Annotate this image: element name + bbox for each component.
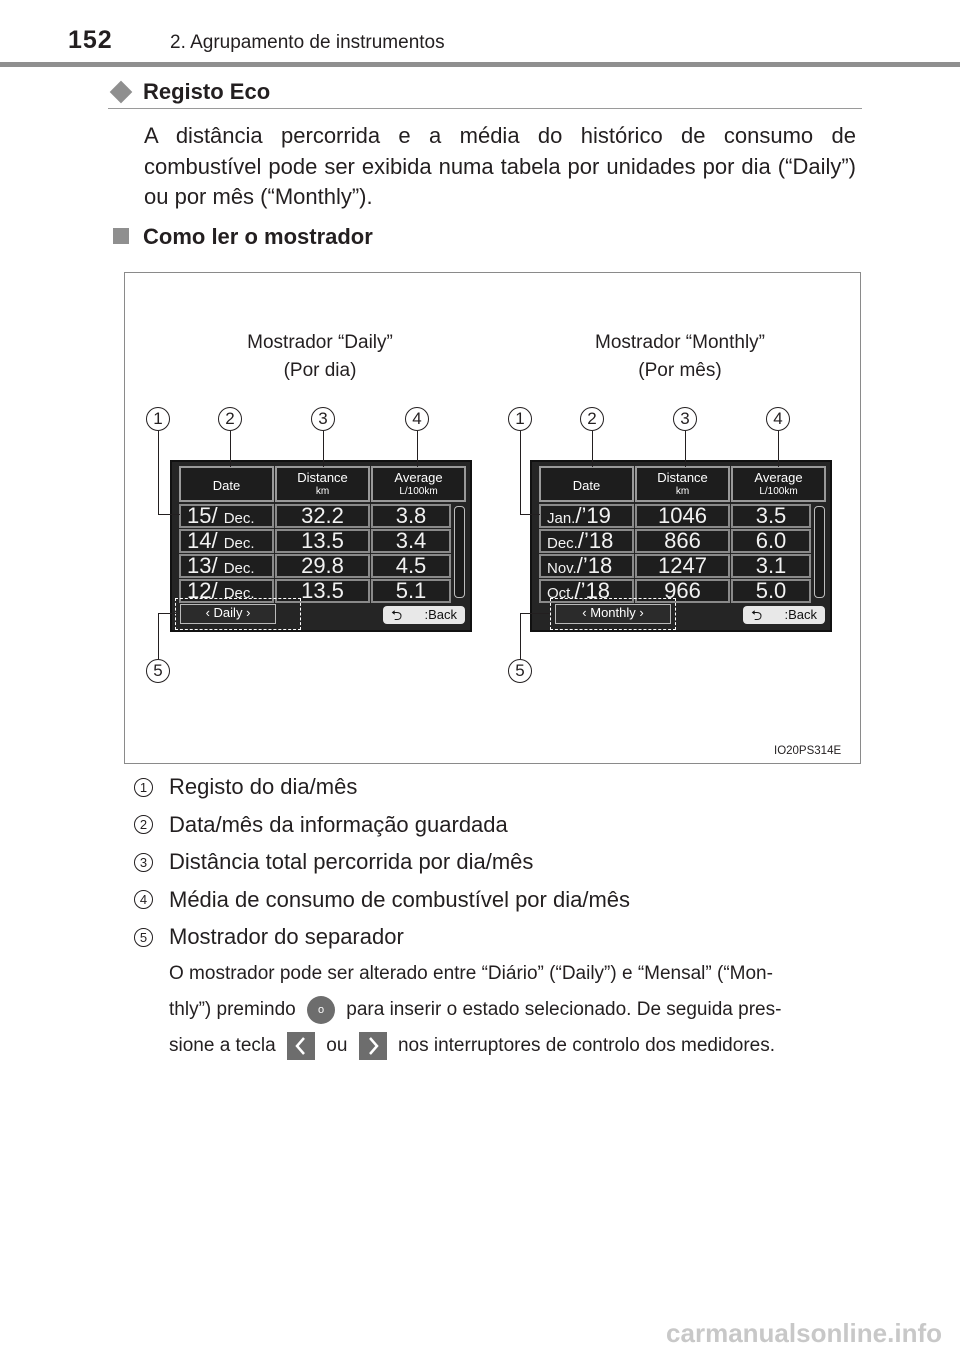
callout-4: 4 [405, 407, 429, 431]
average-cell: 3.5 [731, 504, 811, 528]
month-value: Nov. [547, 560, 577, 577]
average-cell: 5.0 [731, 579, 811, 603]
back-arrow-icon: ⮌ [751, 607, 763, 623]
list-item: Registo do dia/mês [169, 774, 358, 799]
back-label: :Back [424, 607, 457, 622]
scrollbar[interactable] [454, 506, 465, 598]
note-text: para inserir o estado selecionado. De seguida pres- [346, 999, 782, 1020]
month-value: Dec. [547, 535, 578, 552]
callout-5: 5 [508, 659, 532, 683]
caption-line: (Por mês) [638, 360, 722, 381]
note-line [169, 1028, 859, 1064]
callout-3: 3 [311, 407, 335, 431]
year-value: /’18 [574, 578, 610, 603]
subsection-title: Como ler o mostrador [143, 224, 373, 249]
monthly-panel-caption [550, 329, 810, 385]
leader-line [520, 514, 540, 515]
callout-2: 2 [218, 407, 242, 431]
header-rule [0, 62, 960, 67]
leader-line [520, 613, 521, 659]
note-text: ou [326, 1035, 348, 1056]
tab-highlight-box [550, 598, 676, 630]
distance-cell: 1046 [635, 504, 730, 528]
distance-cell: 866 [635, 529, 730, 553]
list-number: 2 [134, 815, 153, 834]
left-arrow-button-icon [287, 1032, 315, 1060]
list-number: 3 [134, 853, 153, 872]
column-header-distance [275, 466, 370, 502]
section-title: Registo Eco [143, 79, 271, 104]
day-value: 12/ [187, 578, 218, 603]
average-cell: 3.8 [371, 504, 451, 528]
callout-2: 2 [580, 407, 604, 431]
leader-line [520, 431, 521, 514]
leader-line [158, 514, 180, 515]
tab-label: Daily [213, 605, 243, 620]
callout-1: 1 [508, 407, 532, 431]
leader-line [158, 613, 176, 614]
column-header-average [731, 466, 826, 502]
day-value: 13/ [187, 553, 218, 578]
column-unit: L/100km [759, 486, 798, 497]
leader-line [778, 431, 779, 467]
figure-code: IO20PS314E [774, 745, 842, 757]
scrollbar[interactable] [814, 506, 825, 598]
note-line: O mostrador pode ser alterado entre “Diário” (“Daily”) e “Mensal” (“Mon- [169, 963, 773, 984]
section-diamond-icon [110, 81, 133, 104]
watermark: carmanualsonline.info [666, 1318, 942, 1348]
tab-label: Monthly [590, 605, 636, 620]
leader-line [230, 431, 231, 467]
average-cell: 5.1 [371, 579, 451, 603]
year-value: /’19 [575, 503, 611, 528]
average-cell: 3.4 [371, 529, 451, 553]
leader-line [592, 431, 593, 467]
date-cell [539, 554, 634, 578]
average-cell: 6.0 [731, 529, 811, 553]
day-value: 14/ [187, 528, 218, 553]
caption-line: (Por dia) [283, 360, 357, 381]
page-number: 152 [68, 26, 113, 54]
distance-cell: 13.5 [275, 579, 370, 603]
column-title: Date [212, 478, 241, 493]
back-button[interactable] [383, 606, 465, 624]
intro-paragraph: A distância percorrida e a média do histórico de consumo de combustível pode ser exibida numa tabela por unidades por dia (“Daily”) ou por mês (“Monthly”). [144, 123, 856, 209]
list-item: Mostrador do separador [169, 924, 404, 949]
date-cell [179, 504, 274, 528]
distance-cell: 13.5 [275, 529, 370, 553]
distance-cell: 32.2 [275, 504, 370, 528]
date-cell [539, 504, 634, 528]
month-value: Jan. [547, 510, 576, 527]
distance-cell: 29.8 [275, 554, 370, 578]
date-cell [539, 529, 634, 553]
subsection-square-icon [113, 228, 129, 244]
column-title: Distance [297, 470, 348, 485]
month-value: Dec. [223, 535, 255, 552]
note-text: nos interruptores de controlo dos medidores. [397, 1035, 775, 1056]
column-header-date [179, 466, 274, 502]
list-item: Média de consumo de combustível por dia/mês [169, 887, 631, 912]
back-arrow-icon: ⮌ [391, 607, 403, 623]
section-rule [108, 108, 862, 109]
daily-tab-indicator[interactable]: ‹ Daily › [180, 604, 276, 624]
column-header-average [371, 466, 466, 502]
tab-highlight-box [175, 598, 301, 630]
average-cell: 4.5 [371, 554, 451, 578]
note-text: sione a tecla [169, 1035, 276, 1056]
leader-line [417, 431, 418, 467]
right-arrow-button-icon [359, 1032, 387, 1060]
month-value: Oct. [547, 585, 575, 602]
list-number: 4 [134, 890, 153, 909]
column-title: Average [394, 470, 443, 485]
leader-line [158, 431, 159, 514]
callout-3: 3 [673, 407, 697, 431]
caption-line: Mostrador “Daily” [247, 332, 393, 353]
callout-4: 4 [766, 407, 790, 431]
leader-line [520, 613, 550, 614]
month-value: Dec. [223, 560, 255, 577]
chapter-title: 2. Agrupamento de instrumentos [170, 32, 445, 53]
column-title: Distance [657, 470, 708, 485]
list-item: Distância total percorrida por dia/mês [169, 849, 534, 874]
month-value: Dec. [223, 510, 255, 527]
column-unit: km [675, 486, 690, 497]
leader-line [323, 431, 324, 467]
column-unit: km [315, 486, 330, 497]
column-title: Average [754, 470, 803, 485]
day-value: 15/ [187, 503, 218, 528]
callout-5: 5 [146, 659, 170, 683]
year-value: /’18 [576, 553, 613, 578]
list-number: 5 [134, 928, 153, 947]
monthly-tab-indicator[interactable]: ‹ Monthly › [555, 604, 671, 624]
distance-cell: 1247 [635, 554, 730, 578]
leader-line [158, 613, 159, 659]
caption-line: Mostrador “Monthly” [595, 332, 765, 353]
ok-button-icon: o [307, 996, 335, 1024]
note-paragraph [169, 956, 859, 1064]
column-title: Date [572, 478, 601, 493]
column-header-distance [635, 466, 730, 502]
month-value: Dec. [223, 585, 255, 602]
distance-cell: 966 [635, 579, 730, 603]
date-cell [179, 554, 274, 578]
list-item: Data/mês da informação guardada [169, 812, 508, 837]
average-cell: 3.1 [731, 554, 811, 578]
year-value: /’18 [577, 528, 614, 553]
note-line [169, 992, 859, 1028]
list-number: 1 [134, 778, 153, 797]
note-text: thly”) premindo [169, 999, 296, 1020]
daily-panel-caption [190, 329, 450, 385]
back-label: :Back [784, 607, 817, 622]
back-button[interactable] [743, 606, 825, 624]
column-header-date [539, 466, 634, 502]
column-unit: L/100km [399, 486, 438, 497]
date-cell [179, 529, 274, 553]
leader-line [685, 431, 686, 467]
callout-1: 1 [146, 407, 170, 431]
